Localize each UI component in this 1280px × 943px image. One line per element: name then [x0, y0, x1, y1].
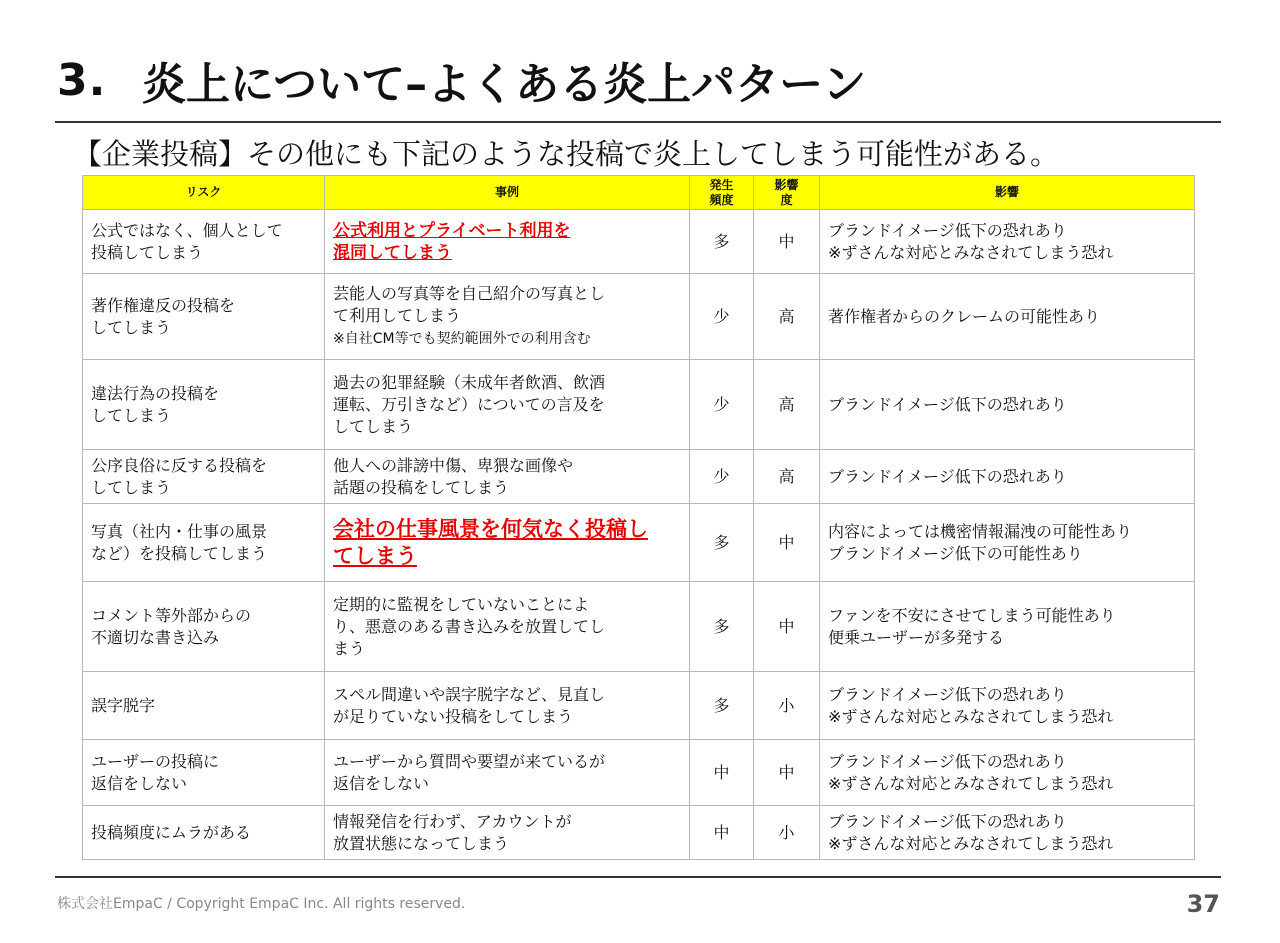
- impact-cell: 高: [754, 274, 820, 360]
- risk-cell: 写真（社内・仕事の風景 など）を投稿してしまう: [83, 504, 325, 582]
- effect-cell: 内容によっては機密情報漏洩の可能性あり ブランドイメージ低下の可能性あり: [820, 504, 1195, 582]
- risk-cell: コメント等外部からの 不適切な書き込み: [83, 582, 325, 672]
- table-row: [83, 450, 1195, 504]
- effect-cell: ブランドイメージ低下の恐れあり ※ずさんな対応とみなされてしまう恐れ: [820, 672, 1195, 740]
- title-divider: [55, 121, 1221, 123]
- frequency-cell: 多: [690, 210, 754, 274]
- header-risk: リスク: [83, 176, 325, 210]
- impact-cell: 高: [754, 450, 820, 504]
- example-cell: スペル間違いや誤字脱字など、見直し が足りていない投稿をしてしまう: [325, 672, 690, 740]
- page-number: 37: [1186, 890, 1220, 918]
- frequency-cell: 少: [690, 274, 754, 360]
- impact-cell: 小: [754, 806, 820, 860]
- frequency-cell: 中: [690, 740, 754, 806]
- frequency-cell: 多: [690, 582, 754, 672]
- example-cell: ユーザーから質問や要望が来ているが 返信をしない: [325, 740, 690, 806]
- table-row: [83, 806, 1195, 860]
- example-cell: 他人への誹謗中傷、卑猥な画像や 話題の投稿をしてしまう: [325, 450, 690, 504]
- effect-cell: ブランドイメージ低下の恐れあり ※ずさんな対応とみなされてしまう恐れ: [820, 740, 1195, 806]
- impact-cell: 中: [754, 210, 820, 274]
- risk-cell: ユーザーの投稿に 返信をしない: [83, 740, 325, 806]
- table-row: [83, 274, 1195, 360]
- frequency-cell: 少: [690, 450, 754, 504]
- risk-cell: 誤字脱字: [83, 672, 325, 740]
- section-number: 3.: [57, 54, 107, 106]
- impact-cell: 高: [754, 360, 820, 450]
- title-text: 炎上について–よくある炎上パターン: [142, 59, 867, 110]
- effect-cell: ファンを不安にさせてしまう可能性あり 便乗ユーザーが多発する: [820, 582, 1195, 672]
- impact-cell: 中: [754, 582, 820, 672]
- effect-cell: ブランドイメージ低下の恐れあり ※ずさんな対応とみなされてしまう恐れ: [820, 806, 1195, 860]
- impact-cell: 小: [754, 672, 820, 740]
- table-row: [83, 504, 1195, 582]
- risk-cell: 投稿頻度にムラがある: [83, 806, 325, 860]
- effect-cell: ブランドイメージ低下の恐れあり: [820, 450, 1195, 504]
- table-row: [83, 582, 1195, 672]
- header-impact-level: 影響 度: [754, 176, 820, 210]
- slide-title: [57, 50, 866, 110]
- effect-cell: 著作権者からのクレームの可能性あり: [820, 274, 1195, 360]
- risk-cell: 公序良俗に反する投稿を してしまう: [83, 450, 325, 504]
- frequency-cell: 多: [690, 672, 754, 740]
- example-cell: [325, 210, 690, 274]
- header-frequency: 発生 頻度: [690, 176, 754, 210]
- highlight-text: 公式利用とプライベート利用を 混同してしまう: [333, 220, 571, 263]
- risk-cell: 著作権違反の投稿を してしまう: [83, 274, 325, 360]
- risk-cell: 違法行為の投稿を してしまう: [83, 360, 325, 450]
- footer-divider: [55, 876, 1221, 878]
- highlight-text: 会社の仕事風景を何気なく投稿し てしまう: [333, 516, 648, 568]
- frequency-cell: 中: [690, 806, 754, 860]
- impact-cell: 中: [754, 740, 820, 806]
- header-example: 事例: [325, 176, 690, 210]
- table-row: [83, 210, 1195, 274]
- risk-table: [82, 175, 1195, 860]
- table-row: [83, 740, 1195, 806]
- copyright-text: 株式会社EmpaC / Copyright EmpaC Inc. All rights reserved.: [57, 896, 466, 912]
- header-effect: 影響: [820, 176, 1195, 210]
- impact-cell: 中: [754, 504, 820, 582]
- example-cell: 定期的に監視をしていないことによ り、悪意のある書き込みを放置してし まう: [325, 582, 690, 672]
- frequency-cell: 少: [690, 360, 754, 450]
- effect-cell: ブランドイメージ低下の恐れあり: [820, 360, 1195, 450]
- example-cell: 芸能人の写真等を自己紹介の写真とし て利用してしまう ※自社CM等でも契約範囲外での利用含む: [325, 274, 690, 360]
- example-cell: [325, 504, 690, 582]
- frequency-cell: 多: [690, 504, 754, 582]
- table-row: [83, 360, 1195, 450]
- risk-cell: 公式ではなく、個人として 投稿してしまう: [83, 210, 325, 274]
- effect-cell: ブランドイメージ低下の恐れあり ※ずさんな対応とみなされてしまう恐れ: [820, 210, 1195, 274]
- example-cell: 情報発信を行わず、アカウントが 放置状態になってしまう: [325, 806, 690, 860]
- table-row: [83, 672, 1195, 740]
- subtitle: 【企業投稿】その他にも下記のような投稿で炎上してしまう可能性がある。: [73, 137, 1060, 171]
- table-header-row: [83, 176, 1195, 210]
- example-cell: 過去の犯罪経験（未成年者飲酒、飲酒 運転、万引きなど）についての言及を してしまう: [325, 360, 690, 450]
